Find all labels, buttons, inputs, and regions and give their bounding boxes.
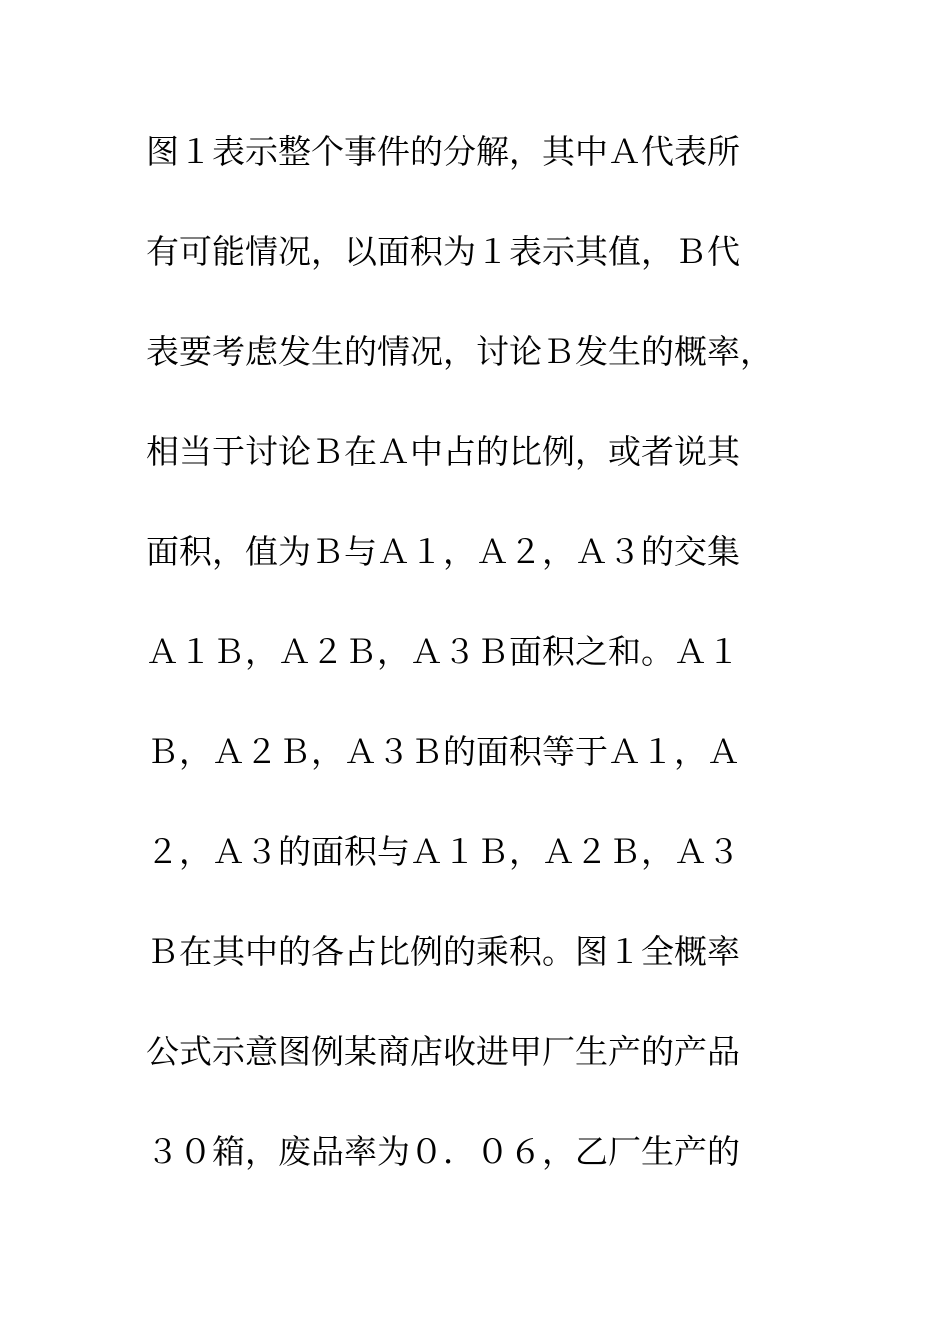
- text-line: 面积，值为Ｂ与Ａ１，Ａ２，Ａ３的交集: [146, 532, 740, 571]
- text-line: 公式示意图例某商店收进甲厂生产的产品: [146, 1032, 740, 1071]
- text-line: 相当于讨论Ｂ在Ａ中占的比例，或者说其: [146, 432, 740, 471]
- text-line: Ａ１Ｂ，Ａ２Ｂ，Ａ３Ｂ面积之和。Ａ１: [146, 632, 740, 671]
- text-line: 表要考虑发生的情况，讨论Ｂ发生的概率，: [146, 332, 773, 371]
- text-line: Ｂ在其中的各占比例的乘积。图１全概率: [146, 932, 740, 971]
- text-line: Ｂ，Ａ２Ｂ，Ａ３Ｂ的面积等于Ａ１，Ａ: [146, 732, 740, 771]
- text-line: 图１表示整个事件的分解，其中Ａ代表所: [146, 132, 740, 171]
- text-line: 有可能情况，以面积为１表示其值，Ｂ代: [146, 232, 740, 271]
- text-line: ２，Ａ３的面积与Ａ１Ｂ，Ａ２Ｂ，Ａ３: [146, 832, 740, 871]
- text-line: ３０箱，废品率为０．０６，乙厂生产的: [146, 1132, 740, 1171]
- body-text: [146, 122, 806, 1222]
